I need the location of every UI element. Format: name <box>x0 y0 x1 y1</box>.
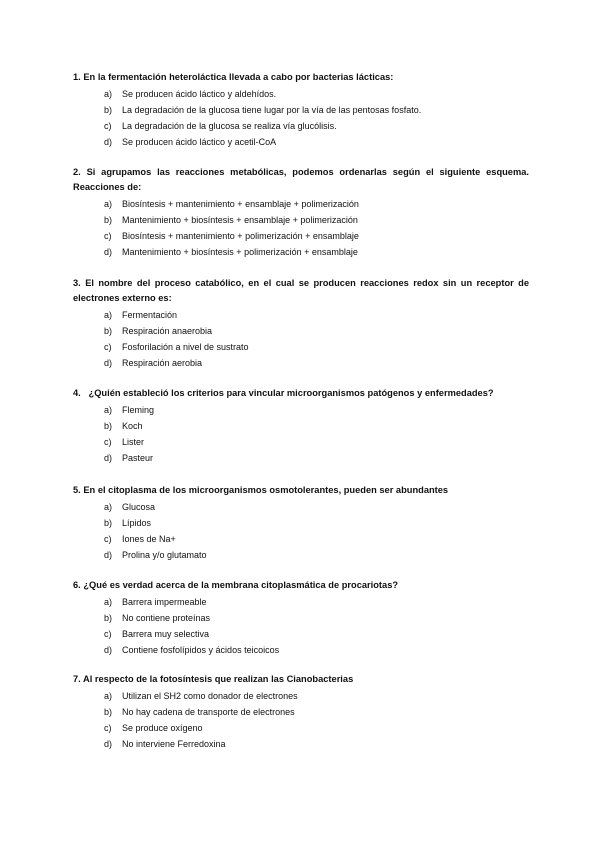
option-text: Iones de Na+ <box>122 534 176 544</box>
option-c <box>73 228 529 244</box>
question-2-text <box>73 165 529 195</box>
option-text: Koch <box>122 421 143 431</box>
option-b <box>73 323 529 339</box>
option-label: c) <box>104 342 112 352</box>
option-text: Lister <box>122 437 145 447</box>
option-d <box>73 736 529 752</box>
option-label: d) <box>104 453 113 463</box>
option-label: a) <box>104 502 113 512</box>
option-text: No hay cadena de transporte de electrones <box>122 707 295 717</box>
option-label: c) <box>104 629 112 639</box>
option-label: d) <box>104 739 113 749</box>
option-label: d) <box>104 247 113 257</box>
question-1 <box>73 70 529 150</box>
option-label: b) <box>104 105 113 115</box>
options-list <box>73 196 529 260</box>
option-c <box>73 720 529 736</box>
option-text: No interviene Ferredoxina <box>122 739 226 749</box>
option-label: c) <box>104 121 112 131</box>
question-7-text <box>73 672 529 687</box>
option-label: b) <box>104 707 113 717</box>
question-number: 7. <box>73 674 81 684</box>
options-list <box>73 594 529 658</box>
option-text: Respiración aerobia <box>122 358 203 368</box>
option-label: b) <box>104 421 113 431</box>
option-text: Lípidos <box>122 518 152 528</box>
option-a <box>73 594 529 610</box>
option-text: Fleming <box>122 405 155 415</box>
option-text: Respiración anaerobia <box>122 326 213 336</box>
option-label: c) <box>104 534 112 544</box>
option-b <box>73 704 529 720</box>
option-label: b) <box>104 518 113 528</box>
option-label: c) <box>104 231 112 241</box>
question-5-text <box>73 483 529 498</box>
option-label: c) <box>104 723 112 733</box>
question-2 <box>73 165 529 260</box>
option-d <box>73 355 529 371</box>
option-text: Biosíntesis + mantenimiento + ensamblaje + polimerización <box>122 199 359 209</box>
question-number: 1. <box>73 72 81 82</box>
option-a <box>73 688 529 704</box>
question-4-text <box>73 386 529 401</box>
option-a <box>73 196 529 212</box>
question-number: 2. <box>73 167 81 177</box>
option-b <box>73 515 529 531</box>
option-text: Mantenimiento + biosíntesis + ensamblaje + polimerización <box>122 215 358 225</box>
option-label: d) <box>104 645 113 655</box>
question-statement: En el citoplasma de los microorganismos osmotolerantes, pueden ser abundantes <box>83 485 449 495</box>
option-label: d) <box>104 137 113 147</box>
option-text: Biosíntesis + mantenimiento + polimerización + ensamblaje <box>122 231 359 241</box>
option-label: a) <box>104 89 113 99</box>
options-list <box>73 499 529 563</box>
option-text: Utilizan el SH2 como donador de electrones <box>122 691 298 701</box>
option-label: a) <box>104 310 113 320</box>
option-text: No contiene proteínas <box>122 613 211 623</box>
option-a <box>73 499 529 515</box>
option-label: b) <box>104 326 113 336</box>
option-label: b) <box>104 215 113 225</box>
option-text: Prolina y/o glutamato <box>122 550 207 560</box>
option-label: c) <box>104 437 112 447</box>
option-text: Glucosa <box>122 502 156 512</box>
option-a <box>73 86 529 102</box>
option-text: Pasteur <box>122 453 154 463</box>
question-number: 4. <box>73 388 81 398</box>
option-d <box>73 642 529 658</box>
option-d <box>73 547 529 563</box>
option-d <box>73 134 529 150</box>
option-b <box>73 610 529 626</box>
option-c <box>73 434 529 450</box>
option-label: d) <box>104 550 113 560</box>
option-text: Contiene fosfolípidos y ácidos teicoicos <box>122 645 280 655</box>
option-a <box>73 307 529 323</box>
option-b <box>73 418 529 434</box>
question-statement: El nombre del proceso catabólico, en el cual se producen reacciones redox sin un receptor de electrones externo es: <box>73 278 530 303</box>
question-number: 5. <box>73 485 81 495</box>
question-3-text <box>73 276 529 306</box>
option-c <box>73 118 529 134</box>
option-text: Fermentación <box>122 310 178 320</box>
options-list <box>73 688 529 752</box>
option-text: Se producen ácido láctico y aldehídos. <box>122 89 277 99</box>
option-text: La degradación de la glucosa se realiza vía glucólisis. <box>122 121 337 131</box>
option-text: Barrera impermeable <box>122 597 207 607</box>
question-6 <box>73 578 529 658</box>
option-c <box>73 531 529 547</box>
options-list <box>73 307 529 371</box>
option-text: Se producen ácido láctico y acetil-CoA <box>122 137 277 147</box>
option-text: Fosforilación a nivel de sustrato <box>122 342 249 352</box>
option-d <box>73 450 529 466</box>
options-list <box>73 86 529 150</box>
option-b <box>73 102 529 118</box>
option-text: Mantenimiento + biosíntesis + polimerización + ensamblaje <box>122 247 358 257</box>
option-text: Se produce oxígeno <box>122 723 203 733</box>
question-statement: En la fermentación heteroláctica llevada a cabo por bacterias lácticas: <box>83 72 394 82</box>
question-statement: ¿Qué es verdad acerca de la membrana citoplasmática de procariotas? <box>83 580 399 590</box>
option-label: a) <box>104 597 113 607</box>
question-statement: ¿Quién estableció los criterios para vincular microorganismos patógenos y enfermedades? <box>88 388 494 398</box>
option-text: Barrera muy selectiva <box>122 629 210 639</box>
options-list <box>73 402 529 466</box>
option-label: a) <box>104 199 113 209</box>
question-number: 6. <box>73 580 81 590</box>
option-text: La degradación de la glucosa tiene lugar por la vía de las pentosas fosfato. <box>122 105 422 115</box>
question-6-text <box>73 578 529 593</box>
option-label: b) <box>104 613 113 623</box>
option-c <box>73 626 529 642</box>
option-c <box>73 339 529 355</box>
question-1-text <box>73 70 529 85</box>
option-a <box>73 402 529 418</box>
question-5 <box>73 483 529 563</box>
question-4 <box>73 386 529 466</box>
question-number: 3. <box>73 278 81 288</box>
option-label: a) <box>104 405 113 415</box>
question-3 <box>73 276 529 371</box>
option-d <box>73 244 529 260</box>
option-b <box>73 212 529 228</box>
option-label: d) <box>104 358 113 368</box>
question-statement: Si agrupamos las reacciones metabólicas, podemos ordenarlas según el siguiente esquema. Reacciones de: <box>73 167 529 192</box>
option-label: a) <box>104 691 113 701</box>
question-7 <box>73 672 529 752</box>
question-statement: Al respecto de la fotosíntesis que realizan las Cianobacterias <box>83 674 354 684</box>
